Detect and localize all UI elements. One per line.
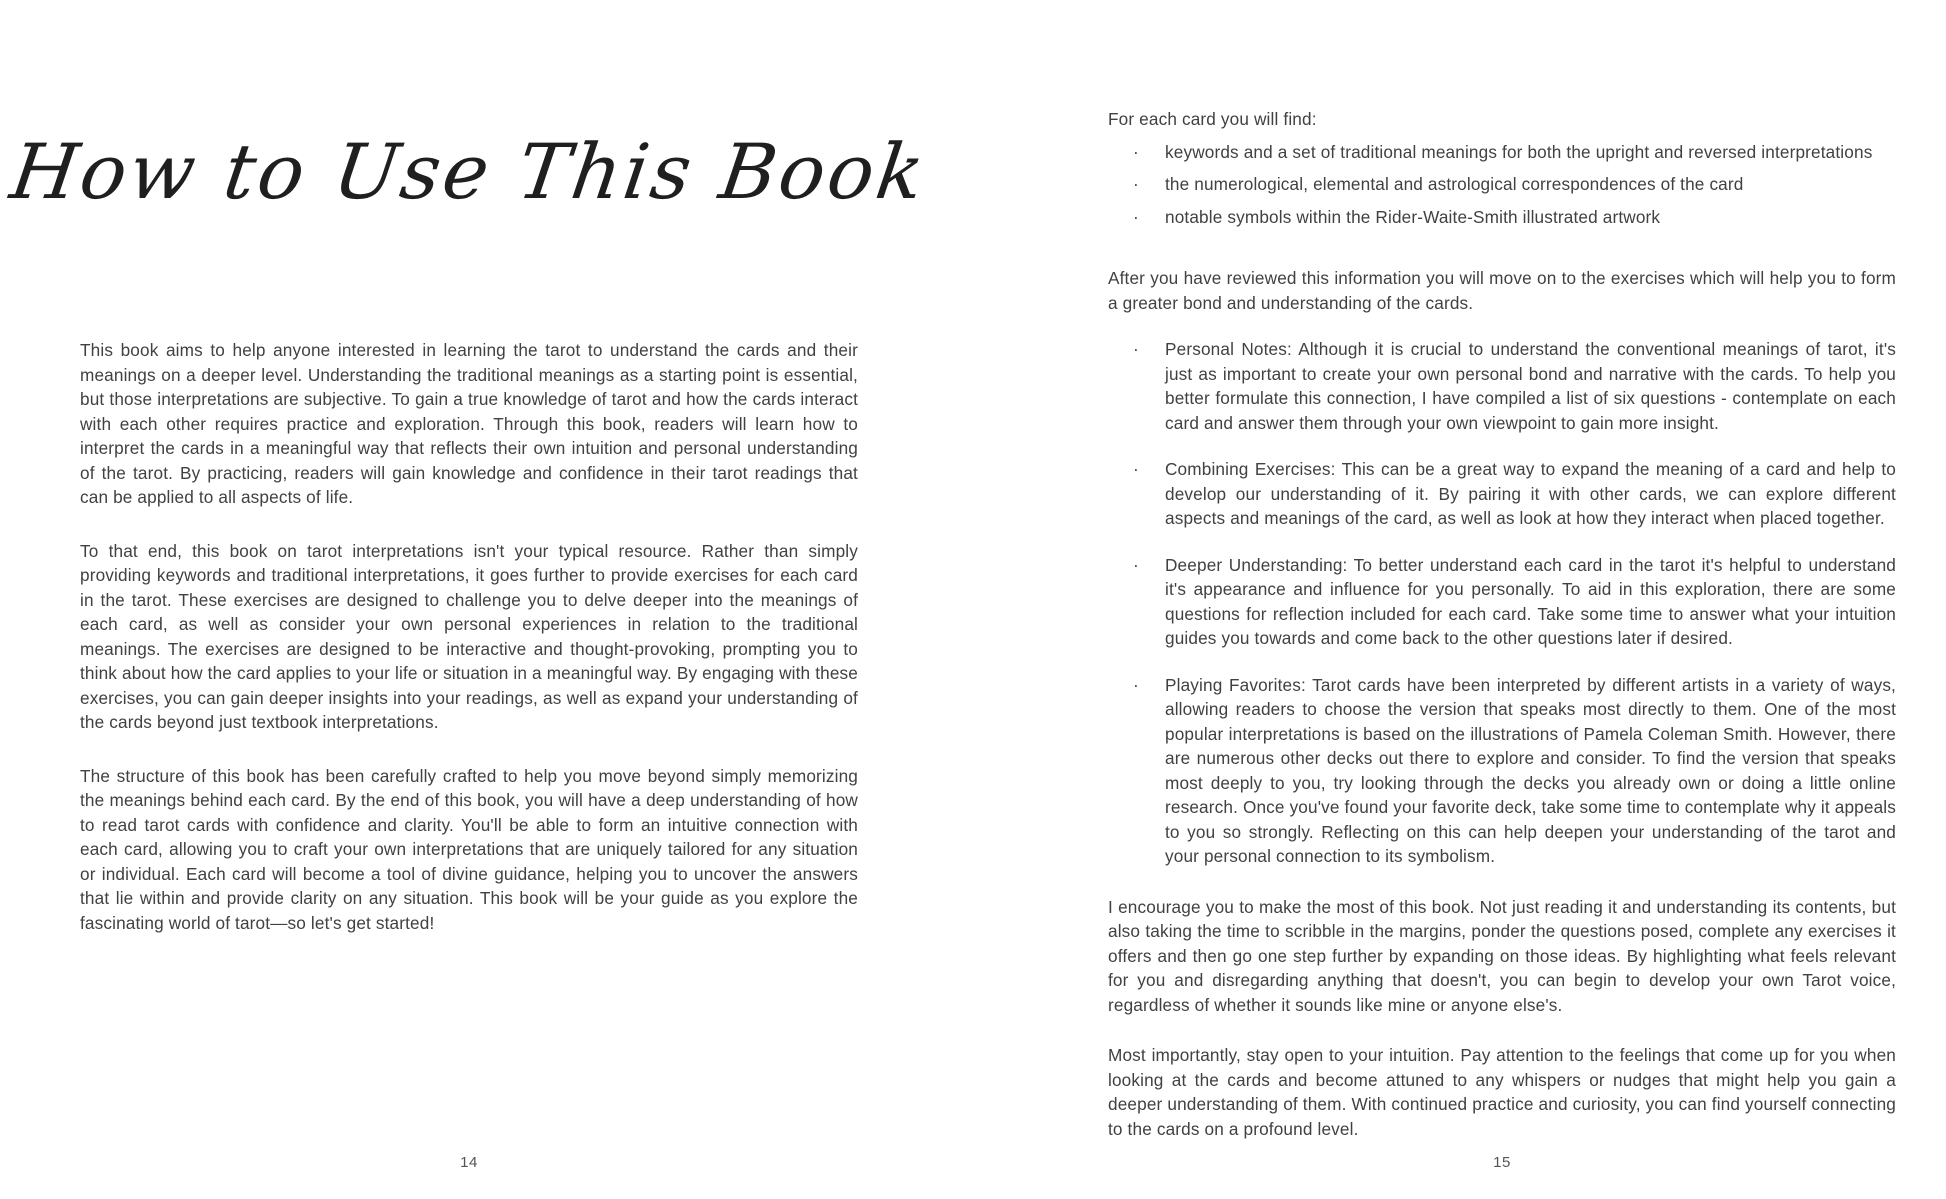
bullet-dot: ·: [1133, 141, 1139, 162]
list-item-text: keywords and a set of traditional meanings for both the upright and reversed interpretations: [1165, 141, 1873, 162]
list-item: [1108, 172, 1896, 197]
list-item-text: Combining Exercises: This can be a great way to expand the meaning of a card and help to develop our understanding of it. By pairing it with other cards, we can explore different aspects and meanings of the card, as well as look at how they interact when placed together.: [1165, 459, 1896, 528]
closing-paragraph-1: I encourage you to make the most of this book. Not just reading it and understanding its contents, but also taking the time to scribble in the margins, ponder the questions posed, complete any exercises it offers and then go one step further by expanding on those ideas. By highlighting what feels relevant for you and disregarding anything that doesn't, you can begin to develop your own Tarot voice, regardless of whether it sounds like mine or anyone else's.: [1108, 896, 1896, 1015]
list-item: [1108, 553, 1896, 651]
bullet-dot: ·: [1133, 674, 1139, 695]
list-item: [1108, 673, 1896, 869]
chapter-title: How to Use This Book: [5, 126, 933, 216]
body-paragraph-1: This book aims to help anyone interested in learning the tarot to understand the cards and their meanings on a deeper level. Understanding the traditional meanings as a starting point is essential, but those interpretations are subjective. To gain a true knowledge of tarot and how the cards interact with each other requires practice and exploration. Through this book, readers will learn how to interpret the cards in a meaningful way that reflects their own intuition and personal understanding of the tarot. By practicing, readers will gain knowledge and confidence in their tarot readings that can be applied to all aspects of life.: [80, 340, 858, 507]
list-item-text: the numerological, elemental and astrological correspondences of the card: [1165, 174, 1744, 194]
body-paragraph-2: To that end, this book on tarot interpretations isn't your typical resource. Rather than simply providing keywords and traditional interpretations, it goes further to provide exercises for each card in the tarot. These exercises are designed to challenge you to delve deeper into the meanings of each card, as well as consider your own personal experiences in relation to the traditional meanings. The exercises are designed to be interactive and thought-provoking, prompting you to think about how the card applies to your life or situation in a meaningful way. By engaging with these exercises, you can gain deeper insights into your readings, as well as expand your understanding of the cards beyond just textbook interpretations.: [80, 540, 858, 732]
bullet-dot: ·: [1133, 339, 1139, 359]
bullet-dot: ·: [1133, 459, 1139, 479]
list-item-text: notable symbols within the Rider-Waite-Smith illustrated artwork: [1165, 206, 1661, 227]
page-number-right: 15: [1493, 1154, 1511, 1171]
list-item: [1108, 140, 1896, 165]
list-item-text: Personal Notes: Although it is crucial to understand the conventional meanings of tarot, it's just as important to create your own personal bond and narrative with the cards. To help you better formulate this connection, I have compiled a list of six questions - contemplate on each card and answer them through your own viewpoint to gain more insight.: [1165, 339, 1896, 433]
bullet-dot: ·: [1133, 554, 1139, 575]
list-item-text: Deeper Understanding: To better understand each card in the tarot it's helpful to understand it's appearance and influence for you personally. To aid in this exploration, there are some questions for reflection included for each card. Take some time to answer what your intuition guides you towards and come back to the other questions later if desired.: [1165, 554, 1896, 648]
right-page: [1108, 0, 1896, 1199]
list-item: [1108, 457, 1896, 531]
exercises-list: [1108, 337, 1896, 869]
transition-paragraph: After you have reviewed this information you will move on to the exercises which will help you to form a greater bond and understanding of the cards.: [1108, 268, 1896, 313]
bullet-dot: ·: [1133, 174, 1139, 194]
closing-paragraph-2: Most importantly, stay open to your intuition. Pay attention to the feelings that come up for you when looking at the cards and become attuned to any whispers or nudges that might help you gain a deeper understanding of them. With continued practice and curiosity, you can find yourself connecting to the cards on a profound level.: [1108, 1045, 1896, 1139]
page-number-left: 14: [460, 1154, 478, 1171]
card-features-list: [1108, 140, 1896, 230]
list-item-text: Playing Favorites: Tarot cards have been interpreted by different artists in a variety of ways, allowing readers to choose the version that speaks most directly to them. One of the most popular interpretations is based on the illustrations of Pamela Coleman Smith. However, there are numerous other decks out there to explore and consider. To find the version that speaks most deeply to you, try looking through the decks you already own or doing a little online research. Once you've found your favorite deck, take some time to contemplate why it appeals to you so strongly. Reflecting on this can help deepen your understanding of the tarot and your personal connection to its symbolism.: [1165, 674, 1896, 866]
list-item: [1108, 337, 1896, 435]
left-page: [5, 0, 933, 1199]
intro-line: For each card you will find:: [1108, 109, 1317, 129]
list-item: [1108, 205, 1896, 230]
bullet-dot: ·: [1133, 206, 1139, 227]
body-paragraph-3: The structure of this book has been carefully crafted to help you move beyond simply memorizing the meanings behind each card. By the end of this book, you will have a deep understanding of how to read tarot cards with confidence and clarity. You'll be able to form an intuitive connection with each card, allowing you to craft your own interpretations that are uniquely tailored for any situation or individual. Each card will become a tool of divine guidance, helping you to uncover the answers that lie within and provide clarity on any situation. This book will be your guide as you explore the fascinating world of tarot—so let's get started!: [80, 765, 858, 933]
